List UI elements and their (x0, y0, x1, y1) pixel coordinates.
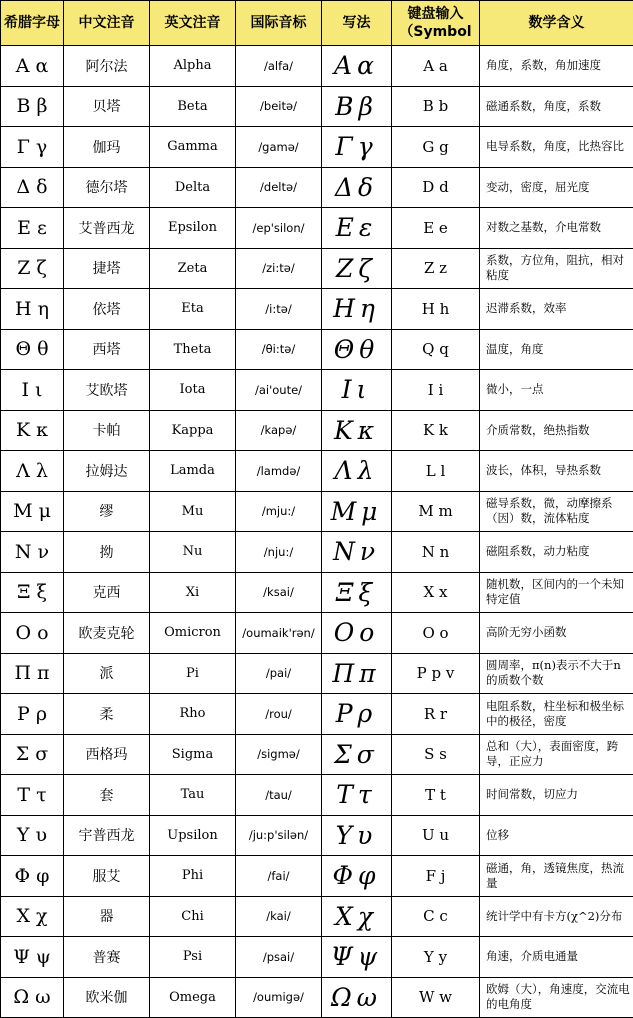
ipa-cell: /nju:/ (236, 532, 322, 573)
ipa-cell: /fai/ (236, 856, 322, 897)
greek-letter-cell: Π π (1, 653, 64, 694)
ipa-cell: /oumigə/ (236, 977, 322, 1018)
keyboard-input-cell: S s (392, 734, 480, 775)
ipa-cell: /psai/ (236, 937, 322, 978)
chinese-name-cell: 拉姆达 (64, 451, 150, 492)
ipa-cell: /θi:tə/ (236, 329, 322, 370)
ipa-cell: /gamə/ (236, 127, 322, 168)
handwriting-cell: Aα (322, 46, 392, 87)
greek-letter-cell: Η η (1, 289, 64, 330)
chinese-name-cell: 西塔 (64, 329, 150, 370)
english-name-cell: Rho (150, 694, 236, 735)
english-name-cell: Zeta (150, 248, 236, 289)
greek-letter-cell: Ρ ρ (1, 694, 64, 735)
handwriting-cell: Σσ (322, 734, 392, 775)
keyboard-input-cell: U u (392, 815, 480, 856)
keyboard-input-cell: Z z (392, 248, 480, 289)
keyboard-input-cell: D d (392, 167, 480, 208)
ipa-cell: /ep'silon/ (236, 208, 322, 249)
math-meaning-cell: 欧姆（大），角速度，交流电的电角度 (480, 977, 633, 1018)
header-row (1, 1, 633, 46)
math-meaning-cell: 磁通，角，透镜焦度，热流量 (480, 856, 633, 897)
table-row (1, 613, 633, 654)
english-name-cell: Lamda (150, 451, 236, 492)
greek-letter-cell: Γ γ (1, 127, 64, 168)
table-row (1, 734, 633, 775)
math-meaning-cell: 高阶无穷小函数 (480, 613, 633, 654)
keyboard-input-cell: Y y (392, 937, 480, 978)
ipa-cell: /ai'oute/ (236, 370, 322, 411)
table-row (1, 815, 633, 856)
table-row (1, 977, 633, 1018)
math-meaning-cell: 微小，一点 (480, 370, 633, 411)
handwriting-cell: Ιι (322, 370, 392, 411)
chinese-name-cell: 普赛 (64, 937, 150, 978)
table-row (1, 572, 633, 613)
greek-letter-cell: Κ κ (1, 410, 64, 451)
math-meaning-cell: 变动，密度，屈光度 (480, 167, 633, 208)
keyboard-input-cell: N n (392, 532, 480, 573)
chinese-name-cell: 套 (64, 775, 150, 816)
table-body (1, 46, 633, 1018)
keyboard-input-cell: P p v (392, 653, 480, 694)
english-name-cell: Xi (150, 572, 236, 613)
chinese-name-cell: 艾欧塔 (64, 370, 150, 411)
greek-letter-cell: Χ χ (1, 896, 64, 937)
ipa-cell: /ksai/ (236, 572, 322, 613)
english-name-cell: Mu (150, 491, 236, 532)
greek-letter-cell: Υ υ (1, 815, 64, 856)
table-row (1, 937, 633, 978)
greek-letter-cell: Δ δ (1, 167, 64, 208)
table-row (1, 208, 633, 249)
chinese-name-cell: 柔 (64, 694, 150, 735)
english-name-cell: Delta (150, 167, 236, 208)
header-chinese: 中文注音 (64, 1, 150, 46)
chinese-name-cell: 缪 (64, 491, 150, 532)
keyboard-input-cell: O o (392, 613, 480, 654)
keyboard-input-cell: A a (392, 46, 480, 87)
ipa-cell: /ju:p'silən/ (236, 815, 322, 856)
math-meaning-cell: 圆周率，π(n)表示不大于n的质数个数 (480, 653, 633, 694)
handwriting-cell: Υυ (322, 815, 392, 856)
greek-letter-cell: Α α (1, 46, 64, 87)
english-name-cell: Psi (150, 937, 236, 978)
handwriting-cell: Χχ (322, 896, 392, 937)
keyboard-input-cell: I i (392, 370, 480, 411)
ipa-cell: /kai/ (236, 896, 322, 937)
greek-letter-cell: Φ φ (1, 856, 64, 897)
header-english: 英文注音 (150, 1, 236, 46)
handwriting-cell: Λλ (322, 451, 392, 492)
handwriting-cell: Ωω (322, 977, 392, 1018)
handwriting-cell: Δδ (322, 167, 392, 208)
greek-letter-cell: Ε ε (1, 208, 64, 249)
table-row (1, 410, 633, 451)
english-name-cell: Iota (150, 370, 236, 411)
handwriting-cell: Ζζ (322, 248, 392, 289)
english-name-cell: Sigma (150, 734, 236, 775)
handwriting-cell: Εε (322, 208, 392, 249)
math-meaning-cell: 磁导系数，微，动摩擦系（因）数，流体粘度 (480, 491, 633, 532)
ipa-cell: /i:tə/ (236, 289, 322, 330)
handwriting-cell: Μμ (322, 491, 392, 532)
math-meaning-cell: 角速，介质电通量 (480, 937, 633, 978)
math-meaning-cell: 总和（大），表面密度，跨导，正应力 (480, 734, 633, 775)
chinese-name-cell: 器 (64, 896, 150, 937)
english-name-cell: Nu (150, 532, 236, 573)
math-meaning-cell: 介质常数，绝热指数 (480, 410, 633, 451)
keyboard-input-cell: T t (392, 775, 480, 816)
chinese-name-cell: 派 (64, 653, 150, 694)
chinese-name-cell: 西格玛 (64, 734, 150, 775)
chinese-name-cell: 欧麦克轮 (64, 613, 150, 654)
handwriting-cell: Bβ (322, 86, 392, 127)
ipa-cell: /kapə/ (236, 410, 322, 451)
keyboard-input-cell: F j (392, 856, 480, 897)
header-writing: 写法 (322, 1, 392, 46)
english-name-cell: Omicron (150, 613, 236, 654)
ipa-cell: /rou/ (236, 694, 322, 735)
math-meaning-cell: 温度，角度 (480, 329, 633, 370)
handwriting-cell: Ηη (322, 289, 392, 330)
table-row (1, 329, 633, 370)
english-name-cell: Phi (150, 856, 236, 897)
keyboard-input-cell: M m (392, 491, 480, 532)
chinese-name-cell: 克西 (64, 572, 150, 613)
english-name-cell: Upsilon (150, 815, 236, 856)
table-row (1, 167, 633, 208)
math-meaning-cell: 角度，系数，角加速度 (480, 46, 633, 87)
math-meaning-cell: 随机数，区间内的一个未知特定值 (480, 572, 633, 613)
ipa-cell: /zi:tə/ (236, 248, 322, 289)
english-name-cell: Beta (150, 86, 236, 127)
chinese-name-cell: 卡帕 (64, 410, 150, 451)
handwriting-cell: Ρρ (322, 694, 392, 735)
english-name-cell: Tau (150, 775, 236, 816)
math-meaning-cell: 电导系数，角度，比热容比 (480, 127, 633, 168)
greek-letter-cell: Μ μ (1, 491, 64, 532)
keyboard-input-cell: W w (392, 977, 480, 1018)
table-row (1, 370, 633, 411)
chinese-name-cell: 欧米伽 (64, 977, 150, 1018)
math-meaning-cell: 对数之基数，介电常数 (480, 208, 633, 249)
greek-letter-cell: Ξ ξ (1, 572, 64, 613)
chinese-name-cell: 拗 (64, 532, 150, 573)
chinese-name-cell: 阿尔法 (64, 46, 150, 87)
math-meaning-cell: 电阻系数，柱坐标和极坐标中的极径，密度 (480, 694, 633, 735)
header-meaning: 数学含义 (480, 1, 633, 46)
ipa-cell: /sigmə/ (236, 734, 322, 775)
table-row (1, 86, 633, 127)
chinese-name-cell: 宇普西龙 (64, 815, 150, 856)
table-row (1, 694, 633, 735)
chinese-name-cell: 服艾 (64, 856, 150, 897)
greek-letter-cell: Ψ ψ (1, 937, 64, 978)
ipa-cell: /beitə/ (236, 86, 322, 127)
chinese-name-cell: 伽玛 (64, 127, 150, 168)
greek-letter-cell: Σ σ (1, 734, 64, 775)
english-name-cell: Epsilon (150, 208, 236, 249)
math-meaning-cell: 磁通系数，角度，系数 (480, 86, 633, 127)
english-name-cell: Eta (150, 289, 236, 330)
english-name-cell: Omega (150, 977, 236, 1018)
handwriting-cell: Θθ (322, 329, 392, 370)
ipa-cell: /mju:/ (236, 491, 322, 532)
chinese-name-cell: 捷塔 (64, 248, 150, 289)
handwriting-cell: Ππ (322, 653, 392, 694)
keyboard-input-cell: C c (392, 896, 480, 937)
table-row (1, 451, 633, 492)
greek-letter-cell: Τ τ (1, 775, 64, 816)
math-meaning-cell: 磁阻系数，动力粘度 (480, 532, 633, 573)
english-name-cell: Alpha (150, 46, 236, 87)
keyboard-input-cell: K k (392, 410, 480, 451)
greek-letter-cell: Ζ ζ (1, 248, 64, 289)
greek-letter-cell: Ο ο (1, 613, 64, 654)
table-row (1, 856, 633, 897)
ipa-cell: /tau/ (236, 775, 322, 816)
ipa-cell: /lamdə/ (236, 451, 322, 492)
english-name-cell: Theta (150, 329, 236, 370)
keyboard-input-cell: R r (392, 694, 480, 735)
header-ipa: 国际音标 (236, 1, 322, 46)
table-row (1, 127, 633, 168)
header-letter: 希腊字母 (1, 1, 64, 46)
keyboard-input-cell: E e (392, 208, 480, 249)
ipa-cell: /deltə/ (236, 167, 322, 208)
table-row (1, 775, 633, 816)
table-row (1, 248, 633, 289)
table-row (1, 896, 633, 937)
english-name-cell: Kappa (150, 410, 236, 451)
table-row (1, 491, 633, 532)
header-keyboard: 键盘输入（Symbol (392, 1, 480, 46)
table-row (1, 289, 633, 330)
keyboard-input-cell: H h (392, 289, 480, 330)
keyboard-input-cell: L l (392, 451, 480, 492)
math-meaning-cell: 系数，方位角，阻抗，相对粘度 (480, 248, 633, 289)
keyboard-input-cell: X x (392, 572, 480, 613)
greek-letter-cell: Ω ω (1, 977, 64, 1018)
keyboard-input-cell: B b (392, 86, 480, 127)
english-name-cell: Gamma (150, 127, 236, 168)
english-name-cell: Chi (150, 896, 236, 937)
keyboard-input-cell: Q q (392, 329, 480, 370)
greek-letter-cell: Ν ν (1, 532, 64, 573)
english-name-cell: Pi (150, 653, 236, 694)
keyboard-input-cell: G g (392, 127, 480, 168)
chinese-name-cell: 德尔塔 (64, 167, 150, 208)
greek-letter-cell: Ι ι (1, 370, 64, 411)
table-row (1, 46, 633, 87)
chinese-name-cell: 依塔 (64, 289, 150, 330)
chinese-name-cell: 艾普西龙 (64, 208, 150, 249)
handwriting-cell: Φφ (322, 856, 392, 897)
math-meaning-cell: 迟滞系数，效率 (480, 289, 633, 330)
math-meaning-cell: 波长，体积，导热系数 (480, 451, 633, 492)
math-meaning-cell: 位移 (480, 815, 633, 856)
handwriting-cell: Οο (322, 613, 392, 654)
math-meaning-cell: 统计学中有卡方(χ^2)分布 (480, 896, 633, 937)
ipa-cell: /alfa/ (236, 46, 322, 87)
greek-letter-cell: Θ θ (1, 329, 64, 370)
table-row (1, 532, 633, 573)
handwriting-cell: Κκ (322, 410, 392, 451)
chinese-name-cell: 贝塔 (64, 86, 150, 127)
handwriting-cell: Νν (322, 532, 392, 573)
handwriting-cell: Ψψ (322, 937, 392, 978)
table-row (1, 653, 633, 694)
greek-letter-cell: Β β (1, 86, 64, 127)
handwriting-cell: Ξξ (322, 572, 392, 613)
ipa-cell: /oumaik'rən/ (236, 613, 322, 654)
handwriting-cell: Γγ (322, 127, 392, 168)
handwriting-cell: Ττ (322, 775, 392, 816)
math-meaning-cell: 时间常数，切应力 (480, 775, 633, 816)
ipa-cell: /pai/ (236, 653, 322, 694)
greek-letter-cell: Λ λ (1, 451, 64, 492)
